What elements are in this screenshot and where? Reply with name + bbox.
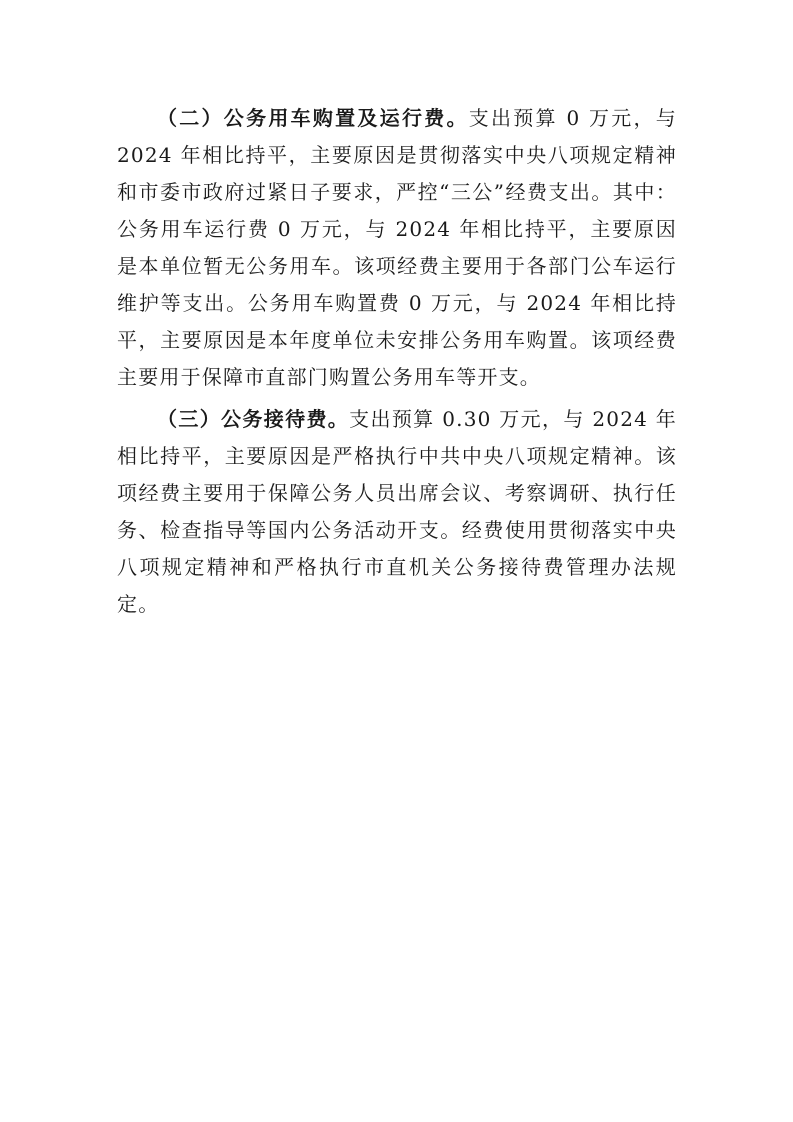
- section-heading-reception: （三）公务接待费。: [157, 407, 350, 431]
- section-body-vehicle: 支出预算 0 万元，与 2024 年相比持平，主要原因是贯彻落实中央八项规定精神和市委市政府过紧日子要求，严控“三公”经费支出。其中：公务用车运行费 0 万元，与 2024 年相比持平，主要原因是本单位暂无公务用车。该项经费主要用于各部门公车运行维护等支出。公务用车购置费 0 万元，与 2024 年相比持平，主要原因是本年度单位未安排公务用车购置。该项经费主要用于保障市直部门购置公务用车等开支。: [117, 106, 677, 389]
- paragraph-reception-expenses: [117, 401, 677, 623]
- section-body-reception: 支出预算 0.30 万元，与 2024 年相比持平，主要原因是严格执行中共中央八项规定精神。该项经费主要用于保障公务人员出席会议、考察调研、执行任务、检查指导等国内公务活动开支。经费使用贯彻落实中央八项规定精神和严格执行市直机关公务接待费管理办法规定。: [117, 407, 677, 616]
- document-page: [117, 100, 677, 623]
- paragraph-vehicle-expenses: [117, 100, 677, 396]
- section-heading-vehicle: （二）公务用车购置及运行费。: [157, 106, 469, 130]
